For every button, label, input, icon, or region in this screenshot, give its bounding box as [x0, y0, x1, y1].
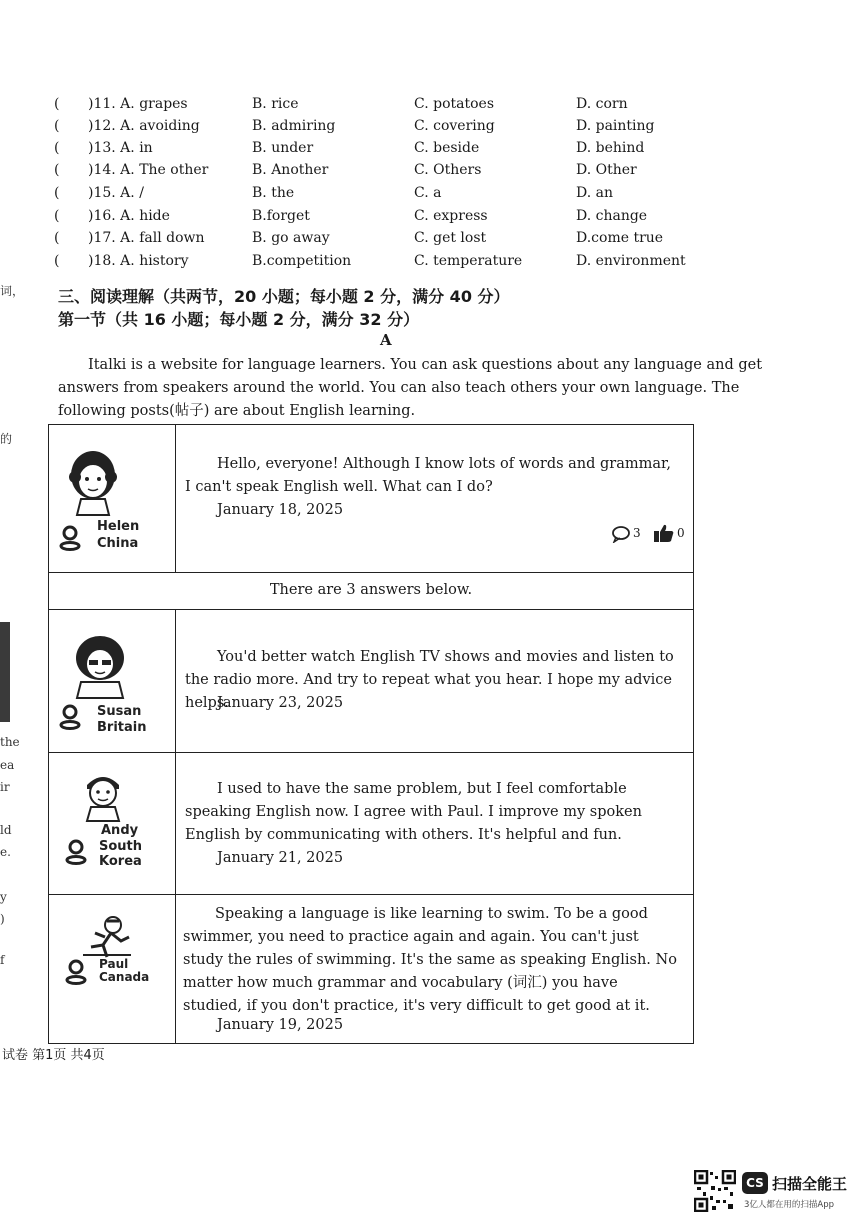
edge-fragment: ld: [0, 823, 12, 837]
author-name: Paul: [99, 957, 129, 971]
option-b: B. Another: [252, 162, 329, 178]
option-a: )18. A. history: [88, 253, 189, 269]
comment-count: 3: [633, 526, 641, 540]
post-date: January 23, 2025: [217, 695, 344, 711]
answer-blank: (: [54, 162, 60, 178]
answer-blank: (: [54, 230, 60, 246]
option-d: D. change: [576, 208, 648, 224]
qr-code-icon: [694, 1170, 736, 1212]
option-b: B.forget: [252, 208, 310, 224]
author-country: China: [97, 536, 139, 551]
like-count: 0: [677, 526, 685, 540]
avatar-cell: [49, 610, 176, 752]
location-pin-icon: [59, 525, 81, 551]
location-pin-icon: [65, 959, 87, 985]
option-c: C. potatoes: [414, 96, 495, 112]
post-date: January 21, 2025: [217, 850, 344, 866]
option-d: D.come true: [576, 230, 664, 246]
post-date: January 18, 2025: [217, 502, 344, 518]
answer-blank: (: [54, 96, 60, 112]
passage-intro: Italki is a website for language learners. You can ask questions about any language and get answers from speakers around the world. You can also teach others your own language. The following posts(帖子) are about English learning.: [58, 357, 763, 419]
answer-blank: (: [54, 118, 60, 134]
section-subtitle: 第一节（共 16 小题；每小题 2 分，满分 32 分）: [58, 310, 420, 329]
edge-fragment: the: [0, 735, 20, 749]
author-country: South Korea: [99, 839, 143, 869]
avatar-cell: [49, 753, 176, 894]
question-row: [54, 253, 694, 275]
helen-avatar-icon: [63, 447, 123, 517]
location-pin-icon: [65, 839, 87, 865]
option-b: B. rice: [252, 96, 299, 112]
post-body: [177, 895, 693, 1043]
option-c: C. temperature: [414, 253, 523, 269]
scanner-name: 扫描全能王: [772, 1175, 848, 1193]
option-a: )17. A. fall down: [88, 230, 205, 246]
section-title: 三、阅读理解（共两节，20 小题；每小题 2 分，满分 40 分）: [58, 287, 510, 306]
question-row: [54, 96, 694, 118]
answer-blank: (: [54, 185, 60, 201]
post-body: [177, 610, 693, 752]
option-d: D. corn: [576, 96, 628, 112]
post-body: [177, 425, 693, 572]
question-post: [49, 425, 693, 573]
option-c: C. express: [414, 208, 488, 224]
question-row: [54, 140, 694, 162]
post-text: Speaking a language is like learning to swim. To be a good swimmer, you need to practice again and again. You can't just study the rules of swimming. It's the same as speaking English. No matter how much grammar and vocabulary (词汇) you have studied, if you don't practice, it's very difficult to get good at it.: [183, 906, 677, 1014]
passage-label: A: [380, 331, 392, 349]
question-row: [54, 118, 694, 140]
option-a: )14. A. The other: [88, 162, 209, 178]
question-row: [54, 230, 694, 252]
option-c: C. covering: [414, 118, 495, 134]
author-name: Susan: [97, 704, 142, 719]
edge-fragment: e.: [0, 845, 11, 859]
option-c: C. beside: [414, 140, 480, 156]
edge-fragment: 词，: [0, 284, 25, 298]
option-d: D. painting: [576, 118, 655, 134]
answer-blank: (: [54, 208, 60, 224]
author-name: Helen: [97, 519, 140, 534]
andy-avatar-icon: [79, 769, 127, 823]
avatar-cell: [49, 895, 176, 1043]
question-row: [54, 162, 694, 184]
question-row: [54, 208, 694, 230]
option-d: D. environment: [576, 253, 686, 269]
edge-fragment: ea: [0, 758, 15, 772]
answer-blank: (: [54, 140, 60, 156]
comment-icon[interactable]: [611, 525, 631, 543]
option-a: )12. A. avoiding: [88, 118, 200, 134]
option-a: )15. A. /: [88, 185, 144, 201]
camscanner-logo: CS: [742, 1172, 768, 1194]
option-b: B. admiring: [252, 118, 336, 134]
option-d: D. behind: [576, 140, 645, 156]
post-text: I used to have the same problem, but I feel comfortable speaking English now. I agree with Paul. I improve my spoken English by communicating with others. It's helpful and fun.: [185, 781, 642, 843]
question-row: [54, 185, 694, 207]
option-b: B. under: [252, 140, 314, 156]
edge-fragment: y: [0, 890, 7, 904]
edge-fragment: ): [0, 912, 5, 926]
option-a: )13. A. in: [88, 140, 153, 156]
post-text: Hello, everyone! Although I know lots of words and grammar, I can't speak English well. What can I do?: [185, 456, 671, 495]
option-c: C. get lost: [414, 230, 487, 246]
post-body: [177, 753, 693, 894]
paul-avatar-icon: [81, 915, 133, 959]
option-d: D. an: [576, 185, 613, 201]
page-footer: 试卷 第1页 共4页: [2, 1048, 105, 1063]
author-country: Britain: [97, 720, 147, 735]
answers-note-row: [49, 573, 693, 610]
option-d: D. Other: [576, 162, 637, 178]
location-pin-icon: [59, 704, 81, 730]
option-b: B.competition: [252, 253, 352, 269]
susan-avatar-icon: [69, 632, 131, 700]
avatar-cell: [49, 425, 176, 572]
thumbs-up-icon[interactable]: [653, 523, 675, 543]
answer-post: [49, 895, 693, 1043]
author-country: Canada: [99, 970, 150, 984]
answers-note: There are 3 answers below.: [269, 582, 473, 598]
edge-fragment: ir: [0, 780, 10, 794]
forum-posts-table: [48, 424, 694, 1044]
post-date: January 19, 2025: [217, 1017, 344, 1033]
answer-post: [49, 610, 693, 753]
scanner-tagline: 3亿人都在用的扫描App: [744, 1200, 835, 1210]
option-a: )11. A. grapes: [88, 96, 188, 112]
edge-fragment: f: [0, 953, 5, 967]
answer-blank: (: [54, 253, 60, 269]
answer-post: [49, 753, 693, 895]
option-a: )16. A. hide: [88, 208, 170, 224]
edge-dark-strip: [0, 622, 10, 722]
option-b: B. go away: [252, 230, 330, 246]
option-c: C. Others: [414, 162, 482, 178]
post-text: You'd better watch English TV shows and movies and listen to the radio more. And try to repeat what you hear. I hope my advice helps.: [185, 649, 674, 711]
edge-fragment: 的: [0, 432, 13, 446]
option-b: B. the: [252, 185, 295, 201]
author-name: Andy: [101, 823, 139, 838]
option-c: C. a: [414, 185, 442, 201]
